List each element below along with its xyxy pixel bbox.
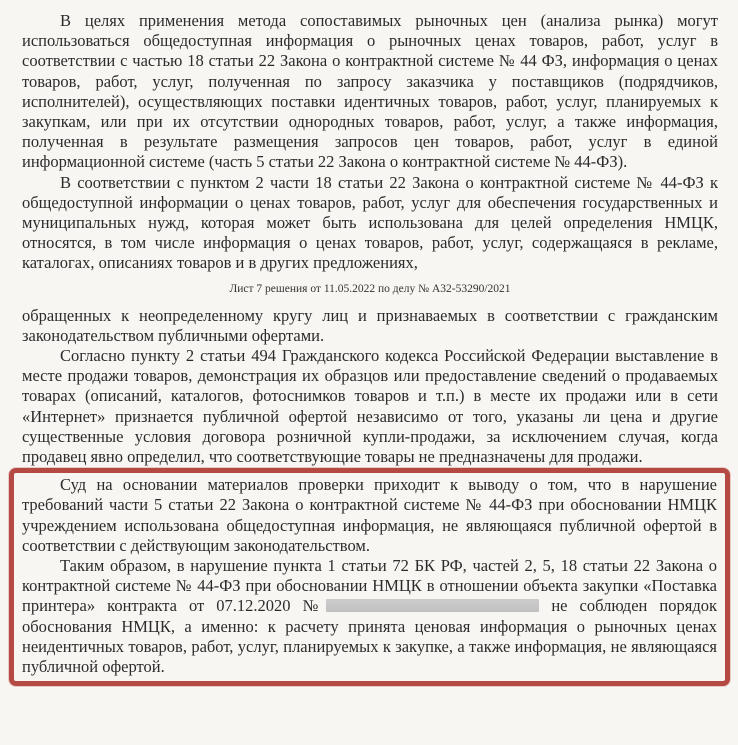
page-footer-sheet-number: Лист 7 решения от 11.05.2022 по делу № А32-53290/2021 bbox=[229, 282, 511, 295]
paragraph-public-information-sources: В соответствии с пунктом 2 части 18 статьи 22 Закона о контрактной системе № 44-ФЗ к общедоступной информации о ценах товаров, работ, услуг для обеспечения государственных и муниципальных нужд, которая может быть использована для целей определения НМЦК, относятся, в том числе информация о ценах товаров, работ, услуг, содержащаяся в рекламе, каталогах, описаниях товаров и в других предложениях, bbox=[22, 172, 718, 273]
paragraph-civil-code-494: Согласно пункту 2 статьи 494 Гражданского кодекса Российской Федерации выставление в месте продажи товаров, демонстрация их образцов или предоставление сведений о продаваемых товарах (описаний, каталогов, фотоснимков товаров и т.п.) в месте их продажи или в сети «Интернет» признается публичной офертой независимо от того, указаны ли цена и другие существенные условия договора розничной купли-продажи, за исключением случая, когда продавец явно определил, что соответствующие товары не предназначены для продажи. bbox=[22, 346, 718, 467]
violation-text-after-redaction: не соблюден порядок обоснования НМЦК, а именно: к расчету принята ценовая информация о рыночных ценах неидентичных товаров, работ, услуг, планируемых к закупке, а также информация, не являющаяся публичной офертой. bbox=[22, 596, 717, 677]
highlight-annotation-box bbox=[9, 468, 730, 686]
paragraph-violation-summary bbox=[22, 556, 717, 677]
violation-text-before-redaction: Таким образом, в нарушение пункта 1 статьи 72 БК РФ, частей 2, 5, 18 статьи 22 Закона о контрактной системе № 44-ФЗ при обосновании НМЦК в отношении объекта закупки «Поставка принтера» контракта от 07.12.2020 № bbox=[22, 556, 717, 616]
redacted-contract-number-bar bbox=[326, 599, 539, 612]
paragraph-public-offer-continuation: обращенных к неопределенному кругу лиц и признаваемых в соответствии с гражданским законодательством публичными офертами. bbox=[22, 305, 718, 345]
paragraph-market-prices-method: В целях применения метода сопоставимых рыночных цен (анализа рынка) могут использоваться общедоступная информация о рыночных ценах товаров, работ, услуг в соответствии с частью 18 статьи 22 Закона о контрактной системе № 44 ФЗ, информация о ценах товаров, работ, услуг, полученная по запросу заказчика у поставщиков (подрядчиков, исполнителей), осуществляющих поставки идентичных товаров, работ, услуг, планируемых к закупкам, или при их отсутствии однородных товаров, работ, услуг, а также информация, полученная в результате размещения запросов цен товаров, работ, услуг в единой информационной системе (часть 5 статьи 22 Закона о контрактной системе № 44-ФЗ). bbox=[22, 11, 718, 172]
paragraph-court-conclusion: Суд на основании материалов проверки приходит к выводу о том, что в нарушение требований части 5 статьи 22 Закона о контрактной системе № 44-ФЗ при обосновании НМЦК учреждением использована общедоступная информация, не являющаяся публичной офертой в соответствии с действующим законодательством. bbox=[22, 475, 717, 555]
